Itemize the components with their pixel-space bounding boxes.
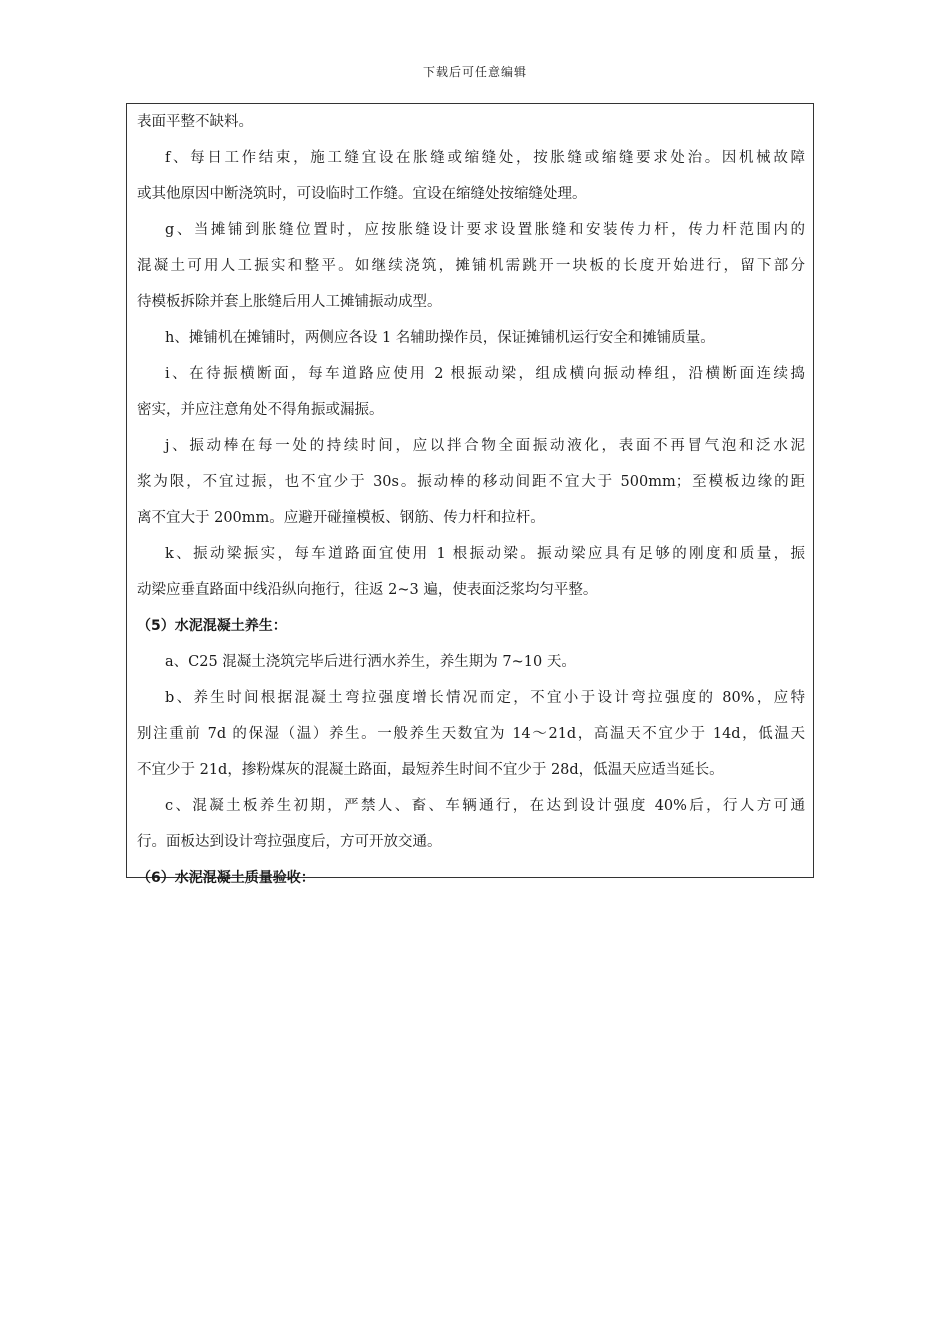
paragraph-c-line-2: 行。面板达到设计弯拉强度后，方可开放交通。 <box>137 834 442 850</box>
paragraph-f-line-2: 或其他原因中断浇筑时，可设临时工作缝。宜设在缩缝处按缩缝处理。 <box>137 186 587 202</box>
paragraph-g-line-1: g、当摊铺到胀缝位置时，应按胀缝设计要求设置胀缝和安装传力杆，传力杆范围内的 <box>165 222 805 238</box>
paragraph-b-line-3: 不宜少于 21d，掺粉煤灰的混凝土路面，最短养生时间不宜少于 28d，低温天应适当延长。 <box>137 762 724 778</box>
paragraph-i-line-2: 密实，并应注意角处不得角振或漏振。 <box>137 402 384 418</box>
paragraph-j-line-3: 离不宜大于 200mm。应避开碰撞模板、钢筋、传力杆和拉杆。 <box>137 510 545 526</box>
paragraph-j-line-1: j、振动棒在每一处的持续时间，应以拌合物全面振动液化，表面不再冒气泡和泛水泥 <box>165 438 805 454</box>
paragraph-j-line-2: 浆为限，不宜过振，也不宜少于 30s。振动棒的移动间距不宜大于 500mm；至模板边缘的距 <box>137 474 805 490</box>
section-heading-quality: （6）水泥混凝土质量验收： <box>137 870 315 886</box>
section-heading-curing: （5）水泥混凝土养生： <box>137 618 287 634</box>
paragraph-a-line-1: a、C25 混凝土浇筑完毕后进行洒水养生，养生期为 7~10 天。 <box>165 654 576 670</box>
text-line: 表面平整不缺料。 <box>137 114 253 130</box>
paragraph-f-line-1: f、每日工作结束，施工缝宜设在胀缝或缩缝处，按胀缝或缩缝要求处治。因机械故障 <box>165 150 805 166</box>
paragraph-g-line-2: 混凝土可用人工振实和整平。如继续浇筑，摊铺机需跳开一块板的长度开始进行，留下部分 <box>137 258 805 274</box>
page-header-note: 下载后可任意编辑 <box>422 65 527 79</box>
paragraph-i-line-1: i、在待振横断面，每车道路应使用 2 根振动梁，组成横向振动棒组，沿横断面连续捣 <box>165 366 805 382</box>
paragraph-k-line-2: 动梁应垂直路面中线沿纵向拖行，往返 2~3 遍，使表面泛浆均匀平整。 <box>137 582 598 598</box>
paragraph-b-line-2: 别注重前 7d 的保湿（温）养生。一般养生天数宜为 14～21d，高温天不宜少于 14d，低温天 <box>137 726 805 742</box>
content-body <box>137 104 805 896</box>
paragraph-b-line-1: b、养生时间根据混凝土弯拉强度增长情况而定，不宜小于设计弯拉强度的 80%，应特 <box>165 690 805 706</box>
content-table-cell <box>126 103 814 886</box>
paragraph-g-line-3: 待模板拆除并套上胀缝后用人工摊铺振动成型。 <box>137 294 442 310</box>
paragraph-h-line-1: h、摊铺机在摊铺时，两侧应各设 1 名辅助操作员，保证摊铺机运行安全和摊铺质量。 <box>165 330 715 346</box>
paragraph-c-line-1: c、混凝土板养生初期，严禁人、畜、车辆通行，在达到设计强度 40%后，行人方可通 <box>165 798 805 814</box>
paragraph-k-line-1: k、振动梁振实，每车道路面宜使用 1 根振动梁。振动梁应具有足够的刚度和质量，振 <box>165 546 805 562</box>
